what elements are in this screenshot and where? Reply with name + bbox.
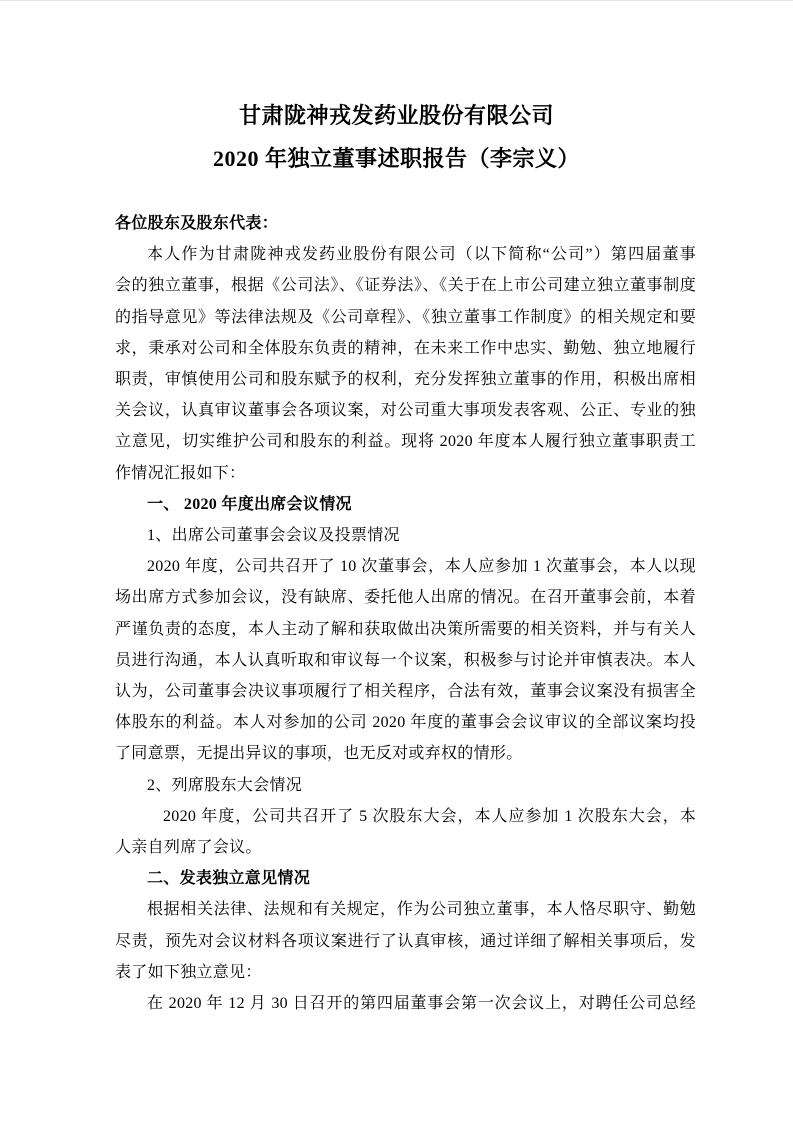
text-line: 职责，审慎使用公司和股东赋予的权利，充分发挥独立董事的作用，积极出席相 xyxy=(115,371,696,389)
text-line: 员进行沟通，本人认真听取和审议每一个议案，积极参与讨论并审慎表决。本人 xyxy=(115,651,696,669)
text-line: 体股东的利益。本人对参加的公司 2020 年度的董事会会议审议的全部议案均投 xyxy=(115,714,696,732)
text-line: 一、 2020 年度出席会议情况 xyxy=(147,495,352,513)
text-line: 表了如下独立意见： xyxy=(115,963,262,981)
text-line: 在 2020 年 12 月 30 日召开的第四届董事会第一次会议上，对聘任公司总经 xyxy=(147,995,696,1013)
text-line: 尽责，预先对会议材料各项议案进行了认真审核，通过详细了解相关事项后，发 xyxy=(115,932,696,950)
document-body xyxy=(115,208,696,1019)
text-line: 了同意票，无提出异议的事项，也无反对或弃权的情形。 xyxy=(115,745,523,763)
text-line: 根据相关法律、法规和有关规定，作为公司独立董事，本人恪尽职守、勤勉 xyxy=(147,901,696,919)
text-line: 1、出席公司董事会会议及投票情况 xyxy=(147,527,400,545)
page-top-hairline xyxy=(0,0,793,1)
text-line: 2020 年度，公司共召开了 10 次董事会，本人应参加 1 次董事会，本人以现 xyxy=(147,558,696,576)
text-line: 作情况汇报如下： xyxy=(115,464,246,482)
document-title xyxy=(0,94,793,180)
text-line: 2020 年度，公司共召开了 5 次股东大会，本人应参加 1 次股东大会，本 xyxy=(163,807,696,825)
text-line: 认为，公司董事会决议事项履行了相关程序，合法有效，董事会议案没有损害全 xyxy=(115,683,696,701)
text-line: 人亲自列席了会议。 xyxy=(115,839,262,857)
text-line: 2、列席股东大会情况 xyxy=(147,776,303,794)
text-line: 关会议，认真审议董事会各项议案，对公司重大事项发表客观、公正、专业的独 xyxy=(115,402,696,420)
text-line: 各位股东及股东代表： xyxy=(115,215,279,232)
text-line: 求，秉承对公司和全体股东负责的精神，在未来工作中忠实、勤勉、独立地履行 xyxy=(115,339,696,357)
text-line: 二、发表独立意见情况 xyxy=(147,870,311,888)
text-line: 本人作为甘肃陇神戎发药业股份有限公司（以下简称“公司”）第四届董事 xyxy=(147,246,696,264)
text-line: 会的独立董事，根据《公司法》、《证券法》、《关于在上市公司建立独立董事制度 xyxy=(115,277,696,295)
title-line-report-name: 2020 年独立董事述职报告（李宗义） xyxy=(212,146,580,171)
text-line: 立意见，切实维护公司和股东的利益。现将 2020 年度本人履行独立董事职责工 xyxy=(115,433,696,451)
text-line: 的指导意见》等法律法规及《公司章程》、《独立董事工作制度》的相关规定和要 xyxy=(115,308,696,326)
text-line: 场出席方式参加会议，没有缺席、委托他人出席的情况。在召开董事会前，本着 xyxy=(115,589,696,607)
text-line: 严谨负责的态度，本人主动了解和获取做出决策所需要的相关资料，并与有关人 xyxy=(115,620,696,638)
title-line-company-name: 甘肃陇神戎发药业股份有限公司 xyxy=(238,103,554,128)
